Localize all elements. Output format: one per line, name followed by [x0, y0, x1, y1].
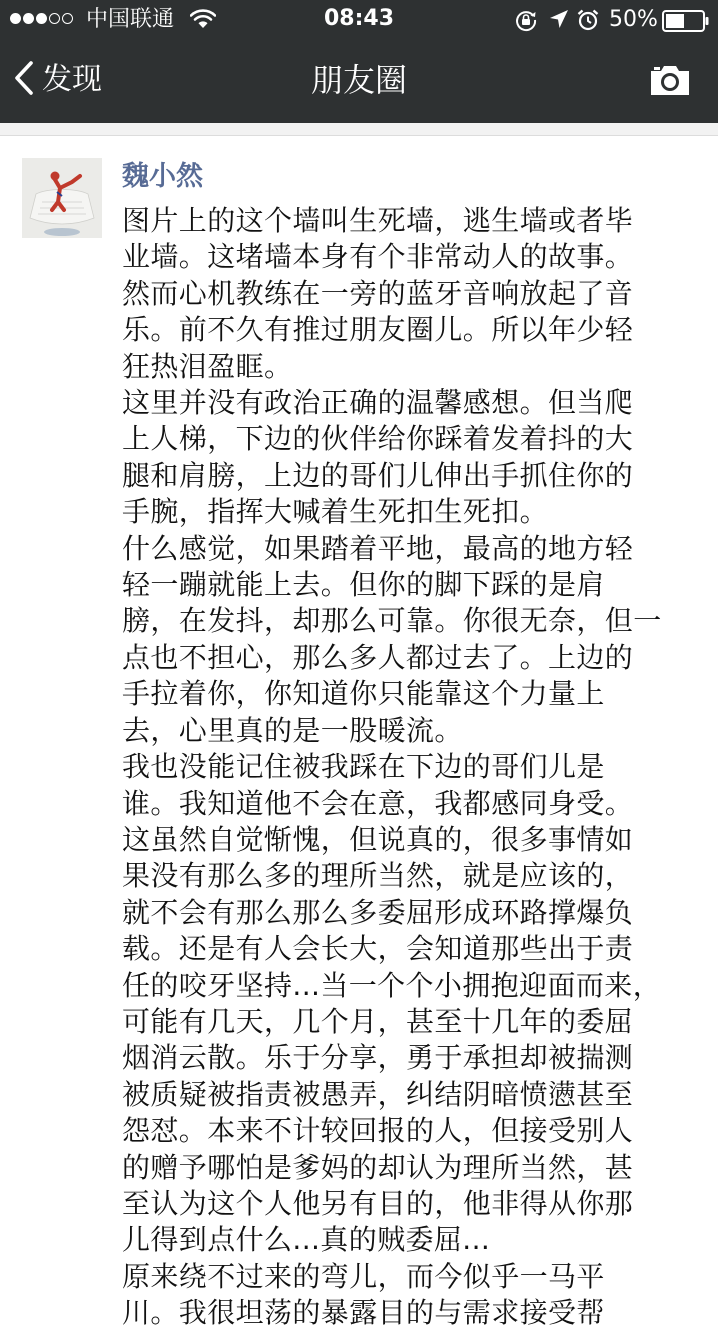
carrier-name: 中国联通	[86, 7, 175, 32]
post-text-line: 轻一蹦就能上去。但你的脚下踩的是肩	[122, 568, 605, 602]
post-text-line: 的赠予哪怕是爹妈的却认为理所当然，甚	[122, 1150, 634, 1184]
post-text-line: 我也没能记住被我踩在下边的哥们儿是	[122, 750, 605, 784]
post-text-line: 任的咬牙坚持...当一个个小拥抱迎面而来，	[122, 968, 662, 1002]
location-arrow-icon	[549, 9, 569, 33]
camera-button[interactable]	[648, 63, 692, 101]
post-text-line: 载。还是有人会长大，会知道那些出于责	[122, 932, 634, 966]
post-text-line: 膀，在发抖，却那么可靠。你很无奈，但一	[122, 604, 662, 638]
status-bar	[0, 0, 718, 40]
post-text-line: 至认为这个人他另有目的，他非得从你那	[122, 1186, 634, 1220]
post-text-line: 然而心机教练在一旁的蓝牙音响放起了音	[122, 276, 634, 310]
rotation-lock-icon	[514, 8, 538, 36]
battery-fill	[666, 14, 684, 28]
page-title: 朋友圈	[310, 61, 407, 99]
navigation-bar	[0, 40, 718, 123]
post-text-line: 川。我很坦荡的暴露目的与需求接受帮	[122, 1296, 605, 1330]
post-text-line: 烟消云散。乐于分享，勇于承担却被揣测	[122, 1041, 634, 1075]
top-header	[0, 0, 718, 123]
post-text-line: 怨怼。本来不计较回报的人，但接受别人	[122, 1114, 634, 1148]
battery-icon	[662, 10, 710, 36]
post-text-line: 原来绕不过来的弯儿，而今似乎一马平	[122, 1259, 605, 1293]
post-text-line: 图片上的这个墙叫生死墙，逃生墙或者毕	[122, 204, 634, 237]
post-text-line: 这虽然自觉惭愧，但说真的，很多事情如	[122, 822, 634, 856]
post-text-line: 狂热泪盈眶。	[122, 349, 293, 383]
author-name[interactable]: 魏小然	[122, 161, 203, 192]
battery-percentage: 50%	[609, 7, 658, 32]
post-text-line: 什么感觉，如果踏着平地，最高的地方轻	[122, 531, 634, 565]
post-text-line: 乐。前不久有推过朋友圈儿。所以年少轻	[122, 313, 634, 347]
post-text-line: 业墙。这堵墙本身有个非常动人的故事。	[122, 240, 634, 274]
clock-time: 08:43	[323, 6, 395, 31]
post-text-line: 就不会有那么那么多委屈形成环路撑爆负	[122, 895, 634, 929]
post-text-line: 这里并没有政治正确的温馨感想。但当爬	[122, 386, 634, 420]
post-text-line: 手腕，指挥大喊着生死扣生死扣。	[122, 495, 549, 529]
camera-icon	[648, 63, 692, 97]
post-text-line: 点也不担心，那么多人都过去了。上边的	[122, 640, 634, 674]
post-body	[122, 203, 712, 1332]
post-text-line: 上人梯，下边的伙伴给你踩着发着抖的大	[122, 422, 634, 456]
post-text-line: 手拉着你，你知道你只能靠这个力量上	[122, 677, 605, 711]
post-text-line: 被质疑被指责被愚弄，纠结阴暗愤懑甚至	[122, 1077, 634, 1111]
header-divider	[0, 123, 718, 136]
moments-post	[0, 136, 718, 1330]
back-label: 发现	[42, 62, 102, 97]
post-text-line: 可能有几天，几个月，甚至十几年的委屈	[122, 1004, 634, 1038]
alarm-clock-icon	[576, 8, 600, 36]
avatar[interactable]	[22, 158, 102, 238]
post-text-line: 腿和肩膀，上边的哥们儿伸出手抓住你的	[122, 458, 634, 492]
post-text-line: 果没有那么多的理所当然，就是应该的，	[122, 859, 634, 893]
post-text-line: 去，心里真的是一股暖流。	[122, 713, 463, 747]
post-text-line: 谁。我知道他不会在意，我都感同身受。	[122, 786, 634, 820]
post-text-line: 儿得到点什么...真的贼委屈...	[122, 1223, 491, 1257]
